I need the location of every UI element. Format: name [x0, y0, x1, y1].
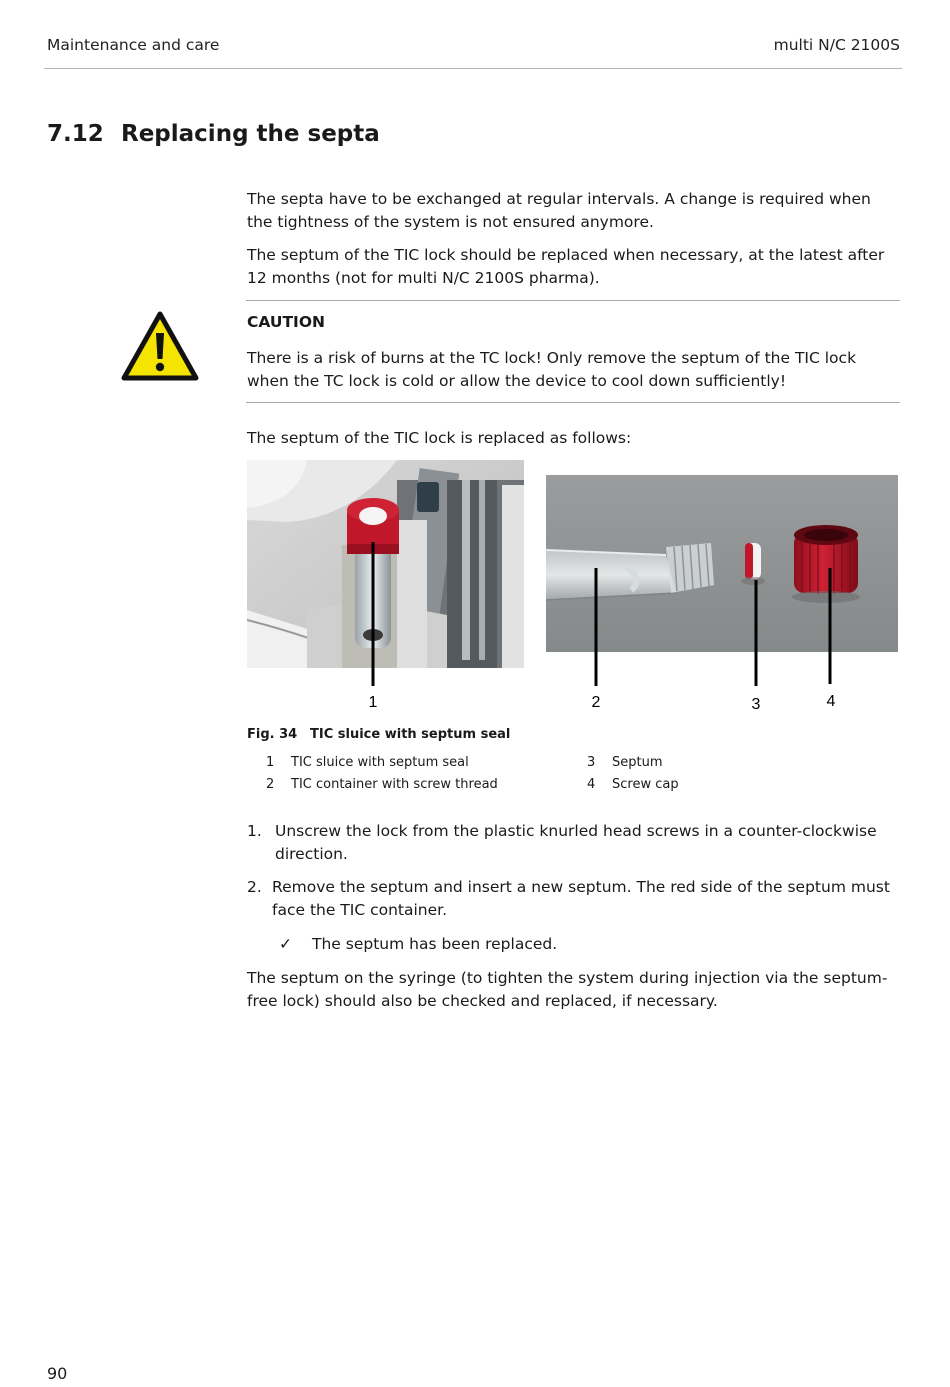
- checkmark-icon: ✓: [279, 935, 292, 953]
- figure-number: Fig. 34: [247, 727, 298, 742]
- legend-text: Screw cap: [612, 777, 679, 792]
- figure-title: TIC sluice with septum seal: [310, 727, 511, 742]
- legend-number: 1: [266, 755, 275, 770]
- callout-1: 1: [368, 694, 378, 711]
- procedure-step-1: [247, 820, 902, 866]
- callout-2: 2: [591, 694, 601, 711]
- procedure-step-2: [247, 876, 902, 922]
- result-text: The septum has been replaced.: [312, 935, 558, 953]
- legend-item: [266, 776, 566, 794]
- legend-text: TIC sluice with septum seal: [291, 755, 469, 770]
- step-number: 1.: [247, 822, 262, 840]
- paragraph-procedure-intro: The septum of the TIC lock is replaced as follows:: [247, 429, 632, 447]
- caution-text: There is a risk of burns at the TC lock! Only remove the septum of the TIC lock when the TC lock is cold or allow the device to cool down sufficiently!: [247, 349, 857, 390]
- step-text: Remove the septum and insert a new septum. The red side of the septum must face the TIC container.: [272, 878, 890, 919]
- step-number: 2.: [247, 878, 262, 896]
- figure-caption: [247, 727, 510, 742]
- step-text: Unscrew the lock from the plastic knurled head screws in a counter-clockwise direction.: [275, 822, 877, 863]
- legend-text: Septum: [612, 755, 663, 770]
- legend-item: [587, 776, 887, 794]
- caution-top-divider: [246, 300, 900, 301]
- legend-number: 3: [587, 755, 596, 770]
- paragraph-syringe-septum: The septum on the syringe (to tighten the system during injection via the septum-free lock) should also be checked and replaced, if necessary.: [247, 969, 888, 1010]
- figure-callouts: [240, 460, 910, 720]
- legend-item: [587, 754, 887, 772]
- warning-triangle-icon: [121, 311, 199, 381]
- header-divider: [44, 68, 902, 69]
- section-number: 7.12: [47, 121, 104, 147]
- callout-3: 3: [751, 696, 761, 713]
- paragraph-replacement-schedule: The septum of the TIC lock should be replaced when necessary, at the latest after 12 months (not for multi N/C 2100S pharma).: [247, 246, 885, 287]
- section-title: Replacing the septa: [121, 121, 380, 147]
- legend-number: 4: [587, 777, 596, 792]
- legend-number: 2: [266, 777, 275, 792]
- page-number: 90: [47, 1364, 68, 1383]
- callout-4: 4: [826, 693, 836, 710]
- paragraph-exchange-intervals: The septa have to be exchanged at regular intervals. A change is required when the tightness of the system is not ensured anymore.: [247, 190, 871, 231]
- legend-item: [266, 754, 566, 772]
- legend-text: TIC container with screw thread: [291, 777, 498, 792]
- caution-heading: CAUTION: [247, 313, 325, 331]
- running-header-product: multi N/C 2100S: [773, 36, 900, 54]
- caution-bottom-divider: [246, 402, 900, 403]
- running-header-chapter: Maintenance and care: [47, 36, 220, 54]
